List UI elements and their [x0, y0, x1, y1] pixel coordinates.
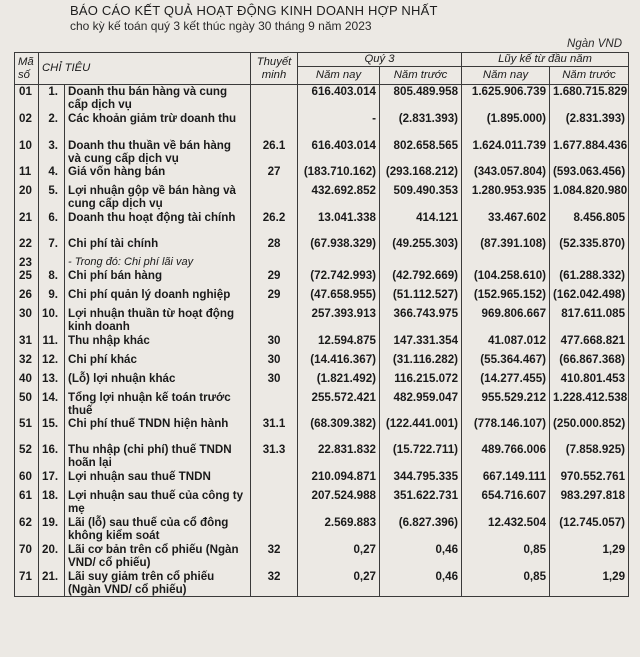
row-index: 18. [39, 489, 65, 516]
row-code: 60 [15, 470, 39, 489]
header-ytd-group: Lũy kế từ đầu năm [462, 53, 629, 67]
header-note: Thuyết minh [251, 53, 298, 85]
ytd-this-year-value: 0,85 [462, 570, 550, 597]
table-row [15, 184, 629, 211]
row-label: Chi phí quản lý doanh nghiệp [65, 288, 251, 307]
table-row [15, 288, 629, 307]
quarter-last-year-value [380, 256, 462, 269]
report-title: BÁO CÁO KẾT QUẢ HOẠT ĐỘNG KINH DOANH HỢP NHẤT [70, 3, 438, 18]
table-row [15, 543, 629, 570]
row-code: 21 [15, 211, 39, 237]
row-note [251, 470, 298, 489]
ytd-last-year-value: 410.801.453 [550, 372, 629, 391]
ytd-this-year-value: 0,85 [462, 543, 550, 570]
quarter-last-year-value: 802.658.565 [380, 139, 462, 165]
row-label: Chi phí tài chính [65, 237, 251, 256]
quarter-last-year-value: 805.489.958 [380, 85, 462, 113]
row-note: 30 [251, 353, 298, 372]
quarter-last-year-value: 414.121 [380, 211, 462, 237]
ytd-last-year-value: 1.680.715.829 [550, 85, 629, 113]
row-index: 2. [39, 112, 65, 139]
row-code: 32 [15, 353, 39, 372]
ytd-last-year-value: 1,29 [550, 543, 629, 570]
quarter-this-year-value: 0,27 [298, 543, 380, 570]
table-row [15, 470, 629, 489]
row-code: 30 [15, 307, 39, 334]
row-label: Tổng lợi nhuận kế toán trước thuế [65, 391, 251, 417]
row-code: 70 [15, 543, 39, 570]
row-note: 32 [251, 570, 298, 597]
ytd-last-year-value: (2.831.393) [550, 112, 629, 139]
quarter-this-year-value: 257.393.913 [298, 307, 380, 334]
quarter-last-year-value: 0,46 [380, 570, 462, 597]
row-note: 29 [251, 288, 298, 307]
row-label: Thu nhập (chi phí) thuế TNDN hoãn lại [65, 443, 251, 470]
row-index: 20. [39, 543, 65, 570]
quarter-this-year-value: 13.041.338 [298, 211, 380, 237]
header-ytd-this-year: Năm nay [462, 67, 550, 85]
row-code: 11 [15, 165, 39, 184]
ytd-last-year-value: 1.228.412.538 [550, 391, 629, 417]
table-row [15, 307, 629, 334]
row-label: Chi phí thuế TNDN hiện hành [65, 417, 251, 443]
report-body [15, 85, 629, 597]
ytd-last-year-value: 817.611.085 [550, 307, 629, 334]
row-note [251, 307, 298, 334]
quarter-this-year-value: - [298, 112, 380, 139]
quarter-this-year-value: 2.569.883 [298, 516, 380, 543]
ytd-this-year-value: (343.057.804) [462, 165, 550, 184]
table-row [15, 334, 629, 353]
row-code: 40 [15, 372, 39, 391]
row-label: Doanh thu hoạt động tài chính [65, 211, 251, 237]
quarter-last-year-value: 509.490.353 [380, 184, 462, 211]
table-row [15, 489, 629, 516]
row-label: Lợi nhuận thuần từ hoạt động kinh doanh [65, 307, 251, 334]
row-index [39, 256, 65, 269]
row-label: Lợi nhuận sau thuế của công ty mẹ [65, 489, 251, 516]
quarter-this-year-value: 616.403.014 [298, 85, 380, 113]
ytd-last-year-value [550, 256, 629, 269]
row-code: 10 [15, 139, 39, 165]
ytd-last-year-value: (61.288.332) [550, 269, 629, 288]
row-note: 31.1 [251, 417, 298, 443]
row-note [251, 516, 298, 543]
header-code: Mã số [15, 53, 39, 85]
quarter-last-year-value: 147.331.354 [380, 334, 462, 353]
row-index: 8. [39, 269, 65, 288]
row-code: 23 [15, 256, 39, 269]
ytd-last-year-value: (7.858.925) [550, 443, 629, 470]
table-row [15, 516, 629, 543]
quarter-this-year-value [298, 256, 380, 269]
row-label: Lãi cơ bản trên cổ phiếu (Ngàn VND/ cổ phiếu) [65, 543, 251, 570]
quarter-last-year-value: (2.831.393) [380, 112, 462, 139]
table-row [15, 85, 629, 113]
row-label: Chi phí bán hàng [65, 269, 251, 288]
row-note [251, 391, 298, 417]
ytd-last-year-value: 1.084.820.980 [550, 184, 629, 211]
ytd-this-year-value: (104.258.610) [462, 269, 550, 288]
quarter-last-year-value: 482.959.047 [380, 391, 462, 417]
row-code: 61 [15, 489, 39, 516]
quarter-last-year-value: (42.792.669) [380, 269, 462, 288]
row-note [251, 184, 298, 211]
table-row [15, 570, 629, 597]
ytd-this-year-value: (1.895.000) [462, 112, 550, 139]
ytd-last-year-value: (250.000.852) [550, 417, 629, 443]
row-code: 62 [15, 516, 39, 543]
quarter-last-year-value: (49.255.303) [380, 237, 462, 256]
quarter-last-year-value: 351.622.731 [380, 489, 462, 516]
row-index: 1. [39, 85, 65, 113]
row-index: 14. [39, 391, 65, 417]
table-row [15, 211, 629, 237]
row-index: 16. [39, 443, 65, 470]
row-index: 11. [39, 334, 65, 353]
row-label: Doanh thu thuần về bán hàng và cung cấp dịch vụ [65, 139, 251, 165]
ytd-last-year-value: 983.297.818 [550, 489, 629, 516]
row-index: 19. [39, 516, 65, 543]
row-note: 26.2 [251, 211, 298, 237]
ytd-this-year-value: 1.624.011.739 [462, 139, 550, 165]
quarter-this-year-value: (72.742.993) [298, 269, 380, 288]
ytd-last-year-value: (52.335.870) [550, 237, 629, 256]
row-index: 9. [39, 288, 65, 307]
row-label: Lợi nhuận sau thuế TNDN [65, 470, 251, 489]
quarter-last-year-value: 366.743.975 [380, 307, 462, 334]
ytd-this-year-value: 969.806.667 [462, 307, 550, 334]
quarter-this-year-value: (67.938.329) [298, 237, 380, 256]
row-code: 20 [15, 184, 39, 211]
quarter-this-year-value: 616.403.014 [298, 139, 380, 165]
ytd-last-year-value: (66.867.368) [550, 353, 629, 372]
table-row [15, 269, 629, 288]
row-index: 12. [39, 353, 65, 372]
quarter-this-year-value: (14.416.367) [298, 353, 380, 372]
row-note: 29 [251, 269, 298, 288]
ytd-this-year-value: 489.766.006 [462, 443, 550, 470]
row-code: 50 [15, 391, 39, 417]
income-statement-table [14, 52, 629, 597]
table-row [15, 353, 629, 372]
quarter-last-year-value: (51.112.527) [380, 288, 462, 307]
header-indicator: CHỈ TIÊU [39, 53, 251, 85]
quarter-last-year-value: (15.722.711) [380, 443, 462, 470]
row-code: 31 [15, 334, 39, 353]
quarter-last-year-value: (122.441.001) [380, 417, 462, 443]
row-code: 01 [15, 85, 39, 113]
quarter-this-year-value: (47.658.955) [298, 288, 380, 307]
ytd-this-year-value [462, 256, 550, 269]
table-row [15, 443, 629, 470]
ytd-this-year-value: (87.391.108) [462, 237, 550, 256]
ytd-this-year-value: (152.965.152) [462, 288, 550, 307]
ytd-last-year-value: 477.668.821 [550, 334, 629, 353]
row-label: Thu nhập khác [65, 334, 251, 353]
quarter-last-year-value: 0,46 [380, 543, 462, 570]
row-index: 15. [39, 417, 65, 443]
row-label: Lãi suy giảm trên cổ phiếu (Ngàn VND/ cổ phiếu) [65, 570, 251, 597]
quarter-this-year-value: (183.710.162) [298, 165, 380, 184]
ytd-this-year-value: 667.149.111 [462, 470, 550, 489]
row-note: 28 [251, 237, 298, 256]
ytd-last-year-value: (162.042.498) [550, 288, 629, 307]
quarter-last-year-value: (31.116.282) [380, 353, 462, 372]
quarter-this-year-value: 255.572.421 [298, 391, 380, 417]
row-index: 21. [39, 570, 65, 597]
row-note: 31.3 [251, 443, 298, 470]
row-label: (Lỗ) lợi nhuận khác [65, 372, 251, 391]
header-quarter-this-year: Năm nay [298, 67, 380, 85]
row-note: 32 [251, 543, 298, 570]
table-row [15, 112, 629, 139]
quarter-last-year-value: (293.168.212) [380, 165, 462, 184]
quarter-this-year-value: 0,27 [298, 570, 380, 597]
ytd-this-year-value: (778.146.107) [462, 417, 550, 443]
ytd-last-year-value: (593.063.456) [550, 165, 629, 184]
row-code: 25 [15, 269, 39, 288]
row-index: 3. [39, 139, 65, 165]
row-note [251, 85, 298, 113]
ytd-last-year-value: 1,29 [550, 570, 629, 597]
ytd-this-year-value: 1.625.906.739 [462, 85, 550, 113]
quarter-this-year-value: 432.692.852 [298, 184, 380, 211]
table-row [15, 256, 629, 269]
ytd-this-year-value: 1.280.953.935 [462, 184, 550, 211]
row-index: 7. [39, 237, 65, 256]
row-code: 52 [15, 443, 39, 470]
row-note [251, 256, 298, 269]
row-index: 6. [39, 211, 65, 237]
quarter-this-year-value: 12.594.875 [298, 334, 380, 353]
row-index: 10. [39, 307, 65, 334]
ytd-last-year-value: 1.677.884.436 [550, 139, 629, 165]
row-label: Các khoản giảm trừ doanh thu [65, 112, 251, 139]
quarter-this-year-value: (1.821.492) [298, 372, 380, 391]
header-quarter-last-year: Năm trước [380, 67, 462, 85]
quarter-this-year-value: 210.094.871 [298, 470, 380, 489]
row-index: 5. [39, 184, 65, 211]
row-code: 02 [15, 112, 39, 139]
table-row [15, 165, 629, 184]
table-row [15, 139, 629, 165]
row-code: 71 [15, 570, 39, 597]
row-label: Lợi nhuận gộp về bán hàng và cung cấp dịch vụ [65, 184, 251, 211]
row-label: - Trong đó: Chi phí lãi vay [65, 256, 251, 269]
quarter-this-year-value: (68.309.382) [298, 417, 380, 443]
table-row [15, 372, 629, 391]
report-subtitle: cho kỳ kế toán quý 3 kết thúc ngày 30 tháng 9 năm 2023 [70, 19, 372, 33]
row-note: 30 [251, 334, 298, 353]
row-index: 17. [39, 470, 65, 489]
row-note [251, 112, 298, 139]
table-row [15, 391, 629, 417]
row-code: 22 [15, 237, 39, 256]
row-code: 51 [15, 417, 39, 443]
table-row [15, 417, 629, 443]
row-index: 13. [39, 372, 65, 391]
quarter-this-year-value: 207.524.988 [298, 489, 380, 516]
row-index: 4. [39, 165, 65, 184]
row-note: 30 [251, 372, 298, 391]
ytd-this-year-value: 654.716.607 [462, 489, 550, 516]
ytd-this-year-value: 41.087.012 [462, 334, 550, 353]
ytd-this-year-value: 33.467.602 [462, 211, 550, 237]
ytd-this-year-value: (14.277.455) [462, 372, 550, 391]
ytd-this-year-value: (55.364.467) [462, 353, 550, 372]
quarter-last-year-value: 344.795.335 [380, 470, 462, 489]
row-label: Chi phí khác [65, 353, 251, 372]
ytd-last-year-value: 970.552.761 [550, 470, 629, 489]
quarter-this-year-value: 22.831.832 [298, 443, 380, 470]
row-code: 26 [15, 288, 39, 307]
ytd-this-year-value: 955.529.212 [462, 391, 550, 417]
header-quarter-group: Quý 3 [298, 53, 462, 67]
row-label: Lãi (lỗ) sau thuế của cổ đông không kiểm soát [65, 516, 251, 543]
ytd-last-year-value: 8.456.805 [550, 211, 629, 237]
table-row [15, 237, 629, 256]
row-label: Doanh thu bán hàng và cung cấp dịch vụ [65, 85, 251, 113]
ytd-this-year-value: 12.432.504 [462, 516, 550, 543]
header-ytd-last-year: Năm trước [550, 67, 629, 85]
row-note [251, 489, 298, 516]
row-label: Giá vốn hàng bán [65, 165, 251, 184]
quarter-last-year-value: 116.215.072 [380, 372, 462, 391]
currency-unit: Ngàn VND [567, 38, 622, 50]
quarter-last-year-value: (6.827.396) [380, 516, 462, 543]
row-note: 27 [251, 165, 298, 184]
row-note: 26.1 [251, 139, 298, 165]
ytd-last-year-value: (12.745.057) [550, 516, 629, 543]
